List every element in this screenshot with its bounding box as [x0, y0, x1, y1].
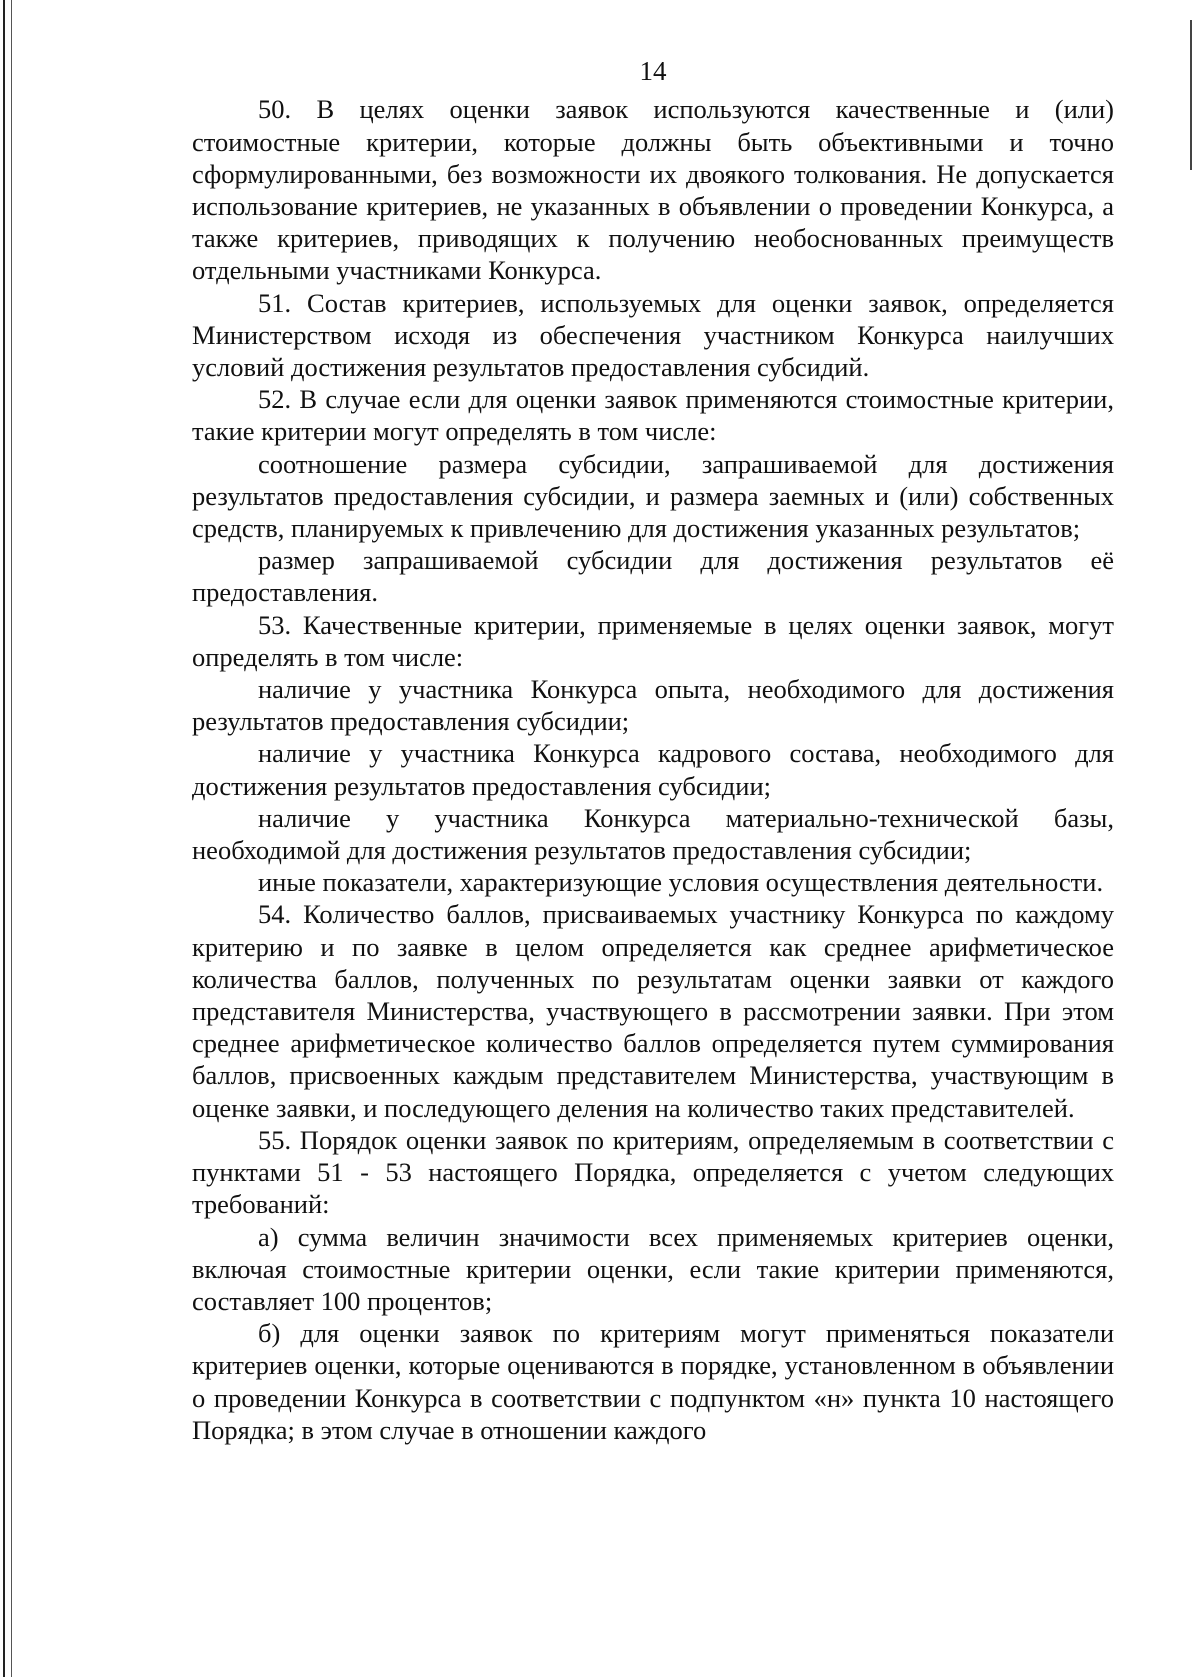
paragraph-53-item-4: иные показатели, характеризующие условия осуществления деятельности.: [258, 867, 1104, 898]
paragraph-55-item-a: а) сумма величин значимости всех применяемых критериев оценки, включая стоимостные критерии оценки, если такие критерии применяются, составляет 100 процентов;: [192, 1221, 1114, 1316]
paragraph-51: 51. Состав критериев, используемых для оценки заявок, определяется Министерством исходя из обеспечения участником Конкурса наилучших условий достижения результатов предоставления субсидий.: [192, 287, 1114, 383]
paragraph-55: 55. Порядок оценки заявок по критериям, определяемым в соответствии с пунктами 51 - 53 настоящего Порядка, определяется с учетом следующих требований:: [192, 1124, 1114, 1220]
document-body: [192, 93, 1114, 1446]
page-number: 14: [639, 56, 667, 86]
scan-border-left: [3, 0, 5, 1677]
scan-border-right: [1190, 20, 1192, 170]
paragraph-50: 50. В целях оценки заявок используются качественные и (или) стоимостные критерии, которые должны быть объективными и точно сформулированными, без возможности их двоякого толкования. Не допускается использование критериев, не указанных в объявлении о проведении Конкурса, а также критериев, приводящих к получению необоснованных преимуществ отдельными участниками Конкурса.: [192, 94, 1114, 286]
paragraph-52: 52. В случае если для оценки заявок применяются стоимостные критерии, такие критерии могут определять в том числе:: [192, 384, 1114, 447]
scan-border-left-inner: [11, 0, 12, 1677]
paragraph-53-item-1: наличие у участника Конкурса опыта, необходимого для достижения результатов предоставления субсидии;: [192, 674, 1114, 737]
paragraph-55-item-b: б) для оценки заявок по критериям могут применяться показатели критериев оценки, которые оцениваются в порядке, установленном в объявлении о проведении Конкурса в соответствии с подпунктом «н» пункта 10 настоящего Порядка; в этом случае в отношении каждого: [192, 1318, 1114, 1445]
document-page: [192, 55, 1114, 1446]
paragraph-54: 54. Количество баллов, присваиваемых участнику Конкурса по каждому критерию и по заявке в целом определяется как среднее арифметическое количества баллов, полученных по результатам оценки заявки от каждого представителя Министерства, участвующего в рассмотрении заявки. При этом среднее арифметическое количество баллов определяется путем суммирования баллов, присвоенных каждым представителем Министерства, участвующим в оценке заявки, и последующего деления на количество таких представителей.: [192, 899, 1114, 1123]
paragraph-52-item-2: размер запрашиваемой субсидии для достижения результатов её предоставления.: [192, 545, 1114, 608]
paragraph-52-item-1: соотношение размера субсидии, запрашиваемой для достижения результатов предоставления субсидии, и размера заемных и (или) собственных средств, планируемых к привлечению для достижения указанных результатов;: [192, 448, 1114, 544]
paragraph-53: 53. Качественные критерии, применяемые в целях оценки заявок, могут определять в том числе:: [192, 609, 1114, 672]
paragraph-53-item-3: наличие у участника Конкурса материально-технической базы, необходимой для достижения результатов предоставления субсидии;: [192, 802, 1114, 866]
paragraph-53-item-2: наличие у участника Конкурса кадрового состава, необходимого для достижения результатов предоставления субсидии;: [192, 738, 1114, 801]
